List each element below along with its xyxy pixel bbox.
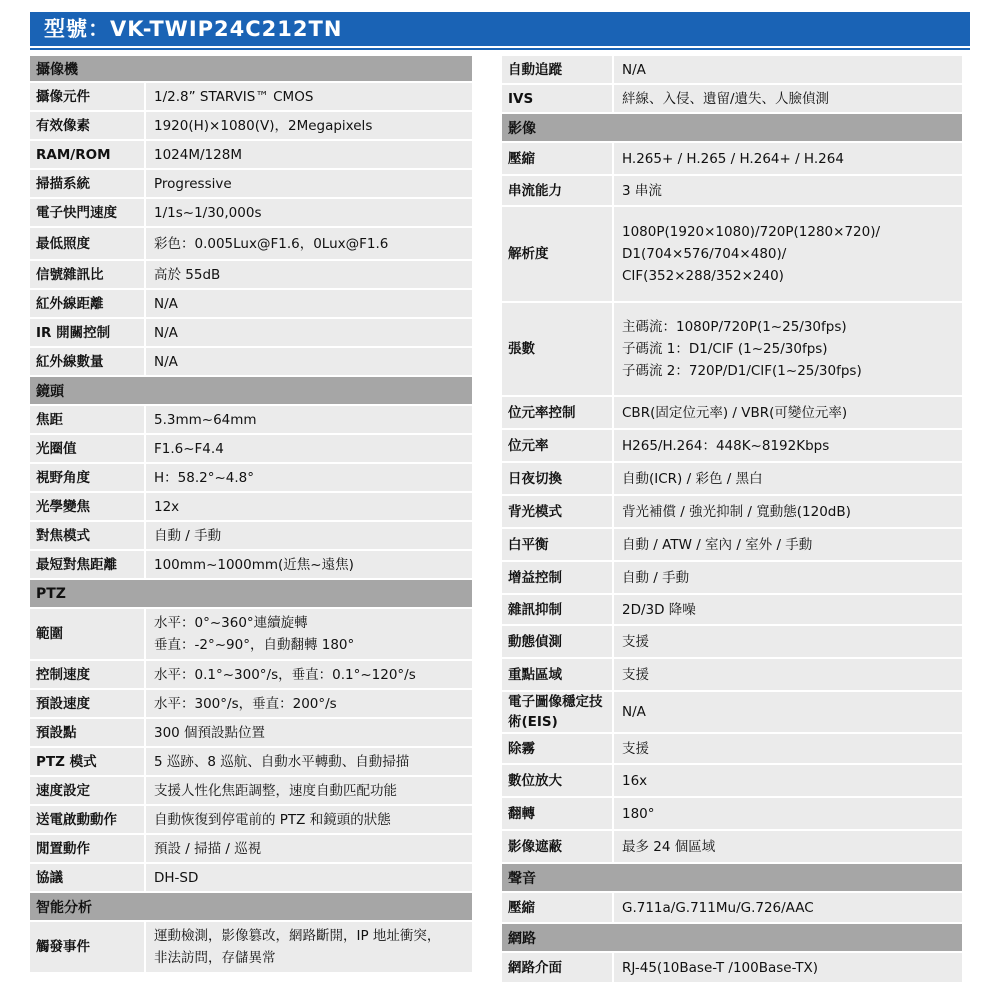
spec-label-text: 電子圖像穩定技術(EIS) [508,694,603,730]
section-header [30,56,472,81]
spec-row [30,435,472,462]
spec-label-text: 範圍 [36,626,63,642]
spec-value-line: 16x [622,772,648,789]
spec-value-line: F1.6~F4.4 [154,440,224,457]
spec-label [502,397,612,428]
spec-value [146,348,472,375]
spec-value-line: N/A [154,324,178,341]
spec-row [30,806,472,833]
spec-label-text: PTZ 模式 [36,753,97,770]
spec-label [30,777,144,804]
spec-value [614,765,962,796]
spec-label-text: 閒置動作 [36,840,90,857]
spec-label [502,430,612,461]
spec-value [614,692,962,732]
spec-row [502,56,962,83]
spec-row [30,609,472,659]
spec-value [146,435,472,462]
spec-value-line: 自動(ICR) / 彩色 / 黑白 [622,470,763,487]
spec-label-text: 數位放大 [508,772,562,789]
spec-label-text: 速度設定 [36,782,90,799]
spec-value [146,661,472,688]
spec-value-line: 支援 [622,740,649,757]
spec-row [30,261,472,288]
spec-value-line: 1080P(1920×1080)/720P(1280×720)/ [622,224,881,240]
spec-row [30,835,472,862]
spec-value [146,290,472,317]
spec-label [502,303,612,395]
spec-label [30,112,144,139]
spec-label [502,176,612,205]
spec-value-line: 非法訪問，存儲異常 [154,950,276,966]
spec-label-text: 背光模式 [508,503,562,520]
spec-label [30,922,144,972]
spec-label-text: 除霧 [508,740,535,757]
spec-value-line: 3 串流 [622,182,662,199]
spec-value-line: 絆線、入侵、遺留/遺失、人臉偵測 [622,90,830,107]
spec-value [146,464,472,491]
spec-value [614,595,962,624]
spec-row [30,922,472,972]
spec-value-line: 180° [622,805,655,822]
spec-row [30,141,472,168]
section-title: 聲音 [508,870,536,887]
spec-value [614,798,962,829]
spec-label [30,864,144,891]
spec-value [146,141,472,168]
spec-value-line: 支援人性化焦距調整，速度自動匹配功能 [154,782,397,799]
spec-value-line: G.711a/G.711Mu/G.726/AAC [622,899,814,916]
spec-row [502,893,962,922]
spec-value-line: 預設 / 掃描 / 巡視 [154,840,262,857]
spec-label [30,690,144,717]
spec-value [146,199,472,226]
spec-label-text: 觸發事件 [36,939,90,955]
spec-label [502,143,612,174]
spec-label [30,170,144,197]
spec-row [30,319,472,346]
spec-value-line: 子碼流 1：D1/CIF (1~25/30fps) [622,341,828,357]
spec-value [614,529,962,560]
spec-label [30,199,144,226]
spec-value [614,626,962,657]
spec-label [30,261,144,288]
spec-label-text: 紅外線距離 [36,295,104,312]
spec-row [30,199,472,226]
spec-label [502,831,612,862]
spec-row [30,112,472,139]
spec-row [30,170,472,197]
spec-label-text: 光圈值 [36,440,77,457]
spec-value-line: 水平：0.1°~300°/s，垂直：0.1°~120°/s [154,666,416,683]
spec-value [146,609,472,659]
spec-value-line: 彩色：0.005Lux@F1.6，0Lux@F1.6 [154,235,389,252]
spec-value-line: N/A [154,353,178,370]
spec-value [146,83,472,110]
spec-value-line: 主碼流：1080P/720P(1~25/30fps) [622,319,847,335]
spec-value [146,864,472,891]
section-header [30,580,472,607]
spec-value-line: 1920(H)×1080(V)，2Megapixels [154,117,373,134]
spec-column-right [502,56,962,984]
spec-label [30,83,144,110]
spec-value-line: H：58.2°~4.8° [154,469,254,486]
spec-value-line: 高於 55dB [154,266,221,283]
spec-value [146,835,472,862]
spec-label-text: 增益控制 [508,569,562,586]
spec-label-text: 焦距 [36,411,63,428]
spec-label [30,806,144,833]
spec-value [614,893,962,922]
spec-label-text: IR 開關控制 [36,324,111,341]
spec-column-left [30,56,472,974]
section-title: 鏡頭 [36,383,64,400]
spec-value [146,922,472,972]
spec-value [614,56,962,83]
spec-value-line: 12x [154,498,180,515]
spec-row [502,765,962,796]
spec-value [614,207,962,301]
spec-label-text: 送電啟動動作 [36,811,117,828]
spec-value-line: 子碼流 2：720P/D1/CIF(1~25/30fps) [622,363,862,379]
spec-value-line: D1(704×576/704×480)/ [622,246,787,262]
spec-row [30,522,472,549]
spec-label-text: 壓縮 [508,150,535,167]
spec-label-text: 白平衡 [508,536,549,553]
spec-label [30,406,144,433]
spec-row [502,562,962,593]
spec-label [502,85,612,112]
spec-label [502,626,612,657]
spec-label [30,661,144,688]
spec-value-line: CIF(352×288/352×240) [622,268,784,284]
title-underline [30,48,970,50]
spec-value-line: 背光補償 / 強光抑制 / 寬動態(120dB) [622,503,851,520]
spec-label-text: IVS [508,90,534,107]
spec-label-text: 掃描系統 [36,175,90,192]
spec-value-line: 垂直：-2°~90°，自動翻轉 180° [154,637,355,653]
spec-row [502,595,962,624]
section-title: 網路 [508,930,536,947]
section-header [30,893,472,920]
spec-label-text: 攝像元件 [36,88,90,105]
spec-row [30,348,472,375]
spec-value-line: DH-SD [154,869,199,886]
spec-label [502,529,612,560]
spec-value [614,831,962,862]
spec-row [502,303,962,395]
spec-value [614,734,962,763]
spec-label-text: 位元率 [508,437,549,454]
spec-row [502,207,962,301]
spec-label [502,207,612,301]
spec-label-text: 對焦模式 [36,527,90,544]
spec-value [146,777,472,804]
spec-label-text: 影像遮蔽 [508,838,562,855]
section-header [502,924,962,951]
spec-label-text: 最短對焦距離 [36,556,117,573]
spec-row [502,529,962,560]
section-title: 影像 [508,120,536,137]
spec-value-line: 100mm~1000mm(近焦~遠焦) [154,556,354,573]
spec-value [614,562,962,593]
spec-label-text: 動態偵測 [508,633,562,650]
spec-row [502,143,962,174]
spec-label-text: 預設速度 [36,695,90,712]
spec-row [30,690,472,717]
spec-row [502,692,962,732]
spec-value [614,659,962,690]
spec-label-text: 信號雜訊比 [36,266,104,283]
spec-value [146,493,472,520]
spec-value [146,522,472,549]
spec-value-line: 水平：300°/s，垂直：200°/s [154,695,337,712]
spec-value [614,176,962,205]
spec-row [502,831,962,862]
spec-label-text: 控制速度 [36,666,90,683]
spec-label [30,748,144,775]
spec-row [502,496,962,527]
spec-label [502,765,612,796]
section-header [502,114,962,141]
spec-row [502,798,962,829]
spec-label [30,319,144,346]
spec-row [502,430,962,461]
spec-value [146,551,472,578]
spec-row [502,176,962,205]
spec-value [614,397,962,428]
spec-label-text: 解析度 [508,246,549,262]
spec-label-text: 位元率控制 [508,404,576,421]
spec-label-text: 協議 [36,869,63,886]
spec-value [614,143,962,174]
spec-label [502,734,612,763]
spec-value [146,170,472,197]
spec-label-text: 有效像素 [36,117,90,134]
spec-label [30,835,144,862]
spec-value [614,953,962,982]
spec-value-line: 最多 24 個區域 [622,838,716,855]
spec-label-text: 電子快門速度 [36,204,117,221]
spec-value [146,719,472,746]
spec-row [502,734,962,763]
spec-label [30,141,144,168]
spec-value-line: 運動檢測，影像篡改，網路斷開，IP 地址衝突， [154,928,441,944]
spec-value [614,85,962,112]
spec-label-text: 日夜切換 [508,470,562,487]
spec-label [30,609,144,659]
spec-label [30,228,144,259]
spec-label [30,435,144,462]
spec-label [502,562,612,593]
spec-value-line: 5.3mm~64mm [154,411,257,428]
spec-value [146,806,472,833]
spec-row [30,777,472,804]
spec-value-line: N/A [154,295,178,312]
spec-value-line: CBR(固定位元率) / VBR(可變位元率) [622,404,848,421]
spec-value [614,496,962,527]
spec-row [30,661,472,688]
spec-value-line: RJ-45(10Base-T /100Base-TX) [622,959,819,976]
spec-label-text: 翻轉 [508,805,535,822]
spec-label-text: 自動追蹤 [508,61,562,78]
spec-label-text: 視野角度 [36,469,90,486]
spec-value-line: H.265+ / H.265 / H.264+ / H.264 [622,150,844,167]
spec-label [30,551,144,578]
spec-row [502,463,962,494]
section-title: PTZ [36,585,66,602]
spec-row [30,83,472,110]
spec-label-text: 最低照度 [36,235,90,252]
spec-label-text: 紅外線數量 [36,353,104,370]
spec-row [30,406,472,433]
spec-label [30,290,144,317]
spec-value [146,748,472,775]
section-header [502,864,962,891]
spec-label [502,692,612,732]
spec-label [30,464,144,491]
spec-value-line: N/A [622,61,646,78]
spec-value [614,303,962,395]
spec-row [502,659,962,690]
spec-value-line: 1024M/128M [154,146,242,163]
spec-value-line: 自動恢復到停電前的 PTZ 和鏡頭的狀態 [154,811,391,828]
spec-value-line: 自動 / 手動 [622,569,690,586]
spec-value-line: N/A [622,704,646,720]
spec-value [146,112,472,139]
spec-label [502,953,612,982]
spec-value [614,430,962,461]
spec-label [502,595,612,624]
spec-value [146,406,472,433]
spec-value-line: 支援 [622,666,649,683]
spec-value-line: 自動 / ATW / 室內 / 室外 / 手動 [622,536,813,553]
spec-value-line: 自動 / 手動 [154,527,222,544]
spec-value-line: 水平：0°~360°連續旋轉 [154,615,308,631]
spec-value-line: 支援 [622,633,649,650]
spec-label [30,719,144,746]
spec-label-text: 雜訊抑制 [508,601,562,618]
spec-label-text: 重點區域 [508,666,562,683]
spec-value [614,463,962,494]
spec-label [30,493,144,520]
spec-label [502,659,612,690]
spec-value [146,690,472,717]
spec-label-text: RAM/ROM [36,146,111,163]
spec-value-line: 1/2.8” STARVIS™ CMOS [154,88,314,105]
section-header [30,377,472,404]
spec-label-text: 光學變焦 [36,498,90,515]
model-title: 型號：VK-TWIP24C212TN [30,12,970,46]
spec-row [30,719,472,746]
spec-row [30,551,472,578]
spec-value [146,319,472,346]
spec-value-line: 5 巡跡、8 巡航、自動水平轉動、自動掃描 [154,753,410,770]
spec-row [502,85,962,112]
spec-label-text: 壓縮 [508,899,535,916]
spec-row [30,748,472,775]
spec-row [30,493,472,520]
spec-value-line: 2D/3D 降噪 [622,601,696,618]
section-title: 智能分析 [36,899,92,916]
spec-row [30,864,472,891]
spec-row [30,290,472,317]
spec-label-text: 張數 [508,341,535,357]
spec-value [146,228,472,259]
spec-label [502,463,612,494]
spec-label [30,522,144,549]
spec-label-text: 網路介面 [508,959,562,976]
spec-label-text: 串流能力 [508,182,562,199]
section-title: 攝像機 [36,61,78,78]
spec-label-text: 預設點 [36,724,77,741]
spec-row [502,953,962,982]
spec-row [30,228,472,259]
spec-label [502,496,612,527]
spec-label [502,798,612,829]
spec-row [502,397,962,428]
spec-value-line: H265/H.264：448K~8192Kbps [622,437,830,454]
spec-label [502,56,612,83]
spec-value-line: 300 個預設點位置 [154,724,266,741]
spec-value [146,261,472,288]
spec-label [30,348,144,375]
spec-value-line: Progressive [154,175,232,192]
spec-row [502,626,962,657]
spec-label [502,893,612,922]
spec-value-line: 1/1s~1/30,000s [154,204,262,221]
spec-row [30,464,472,491]
